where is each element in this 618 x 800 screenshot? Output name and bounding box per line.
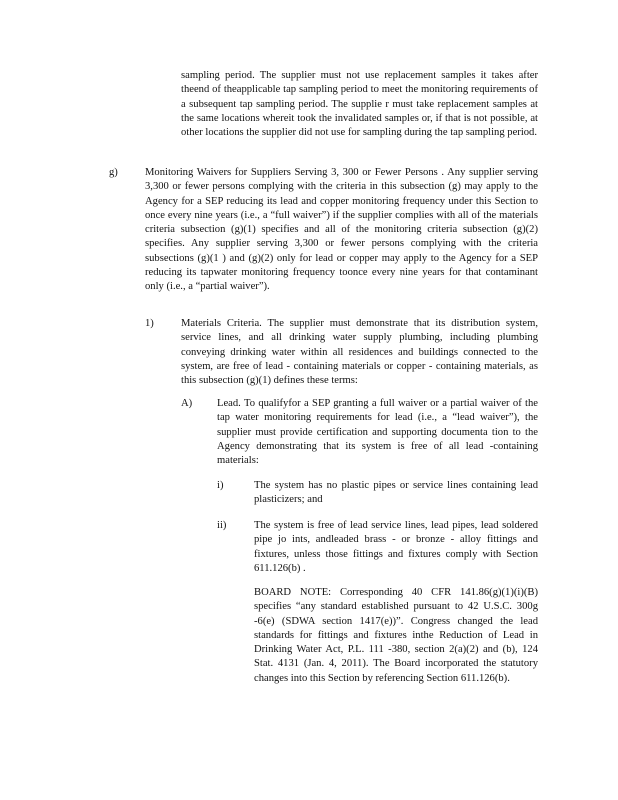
item-ii-paragraph [254,519,538,576]
item-ii-label: ii) [217,520,227,531]
item-ii-text: The system is free of lead service lines, lead pipes, lead soldered pipe jo ints, andleaded brass - or bronze - alloy fittings and fixtures, unless those fittings and fixtures comply with Section 611.126(b) . [254,520,538,574]
board-note-text: BOARD NOTE: Corresponding 40 CFR 141.86(g)(1)(i)(B) specifies “any standard established pursuant to 42 U.S.C. 300g -6(e) (SDWA section 1417(e))”. Congress changed the lead standards for fittings and fixtures inthe Reduction of Lead in Drinking Water Act, P.L. 111 -380, section 2(a)(2) and (b), 124 Stat. 4131 (Jan. 4, 2011). The Board incorporated the statutory changes into this Section by referencing Section 611.126(b). [254,587,538,684]
item-1-paragraph [181,317,538,388]
item-A-paragraph [217,397,538,468]
item-A-label: A) [181,398,193,409]
board-note-paragraph [254,586,538,686]
subsection-g-paragraph [145,166,538,295]
continuation-text: sampling period. The supplier must not use replacement samples it takes after theend of theapplicable tap sampling period to meet the monitoring requirements of a subsequent tap sampling period. The supplie r must take replacement samples at the same locations whereit took the invalidated samples or, if that is not possible, at other locations the supplier did not use for sampling during the tap sampling period. [181,70,538,139]
subsection-g-label: g) [109,167,118,178]
item-i-paragraph [254,479,538,508]
item-1-text: Materials Criteria. The supplier must demonstrate that its distribution system, service lines, and all drinking water supply plumbing, including plumbing conveying drinking water within all residences and buildings connected to the system, are free of lead - containing materials or copper - containing materials, as this subsection (g)(1) defines these terms: [181,318,538,387]
item-i-text: The system has no plastic pipes or service lines containing lead plasticizers; and [254,480,538,506]
continuation-paragraph [181,69,538,140]
item-1-label: 1) [145,318,154,329]
subsection-g-text: Monitoring Waivers for Suppliers Serving 3, 300 or Fewer Persons . Any supplier serving 3,300 or fewer persons complying with the criteria in this subsection (g) may apply to the Agency for a SEP reducing its lead and copper monitoring frequency under this Section to once every nine years (i.e., a “full waiver”) if the supplier complies with all of the materials criteria subsection (g)(1) specifies and all of the monitoring criteria subsection (g)(2) specifies. Any supplier serving 3,300 or fewer persons complying with the criteria subsections (g)(1 ) and (g)(2) only for lead or copper may apply to the Agency for a SEP reducing its tapwater monitoring frequency toonce every nine years for that contaminant only (i.e., a “partial waiver”). [145,167,538,293]
item-i-label: i) [217,480,224,491]
item-A-text: Lead. To qualifyfor a SEP granting a full waiver or a partial waiver of the tap water monitoring requirements for lead (i.e., a “lead waiver”), the supplier must provide certification and supporting documenta tion to the Agency demonstrating that its system is free of all lead -containing materials: [217,398,538,467]
